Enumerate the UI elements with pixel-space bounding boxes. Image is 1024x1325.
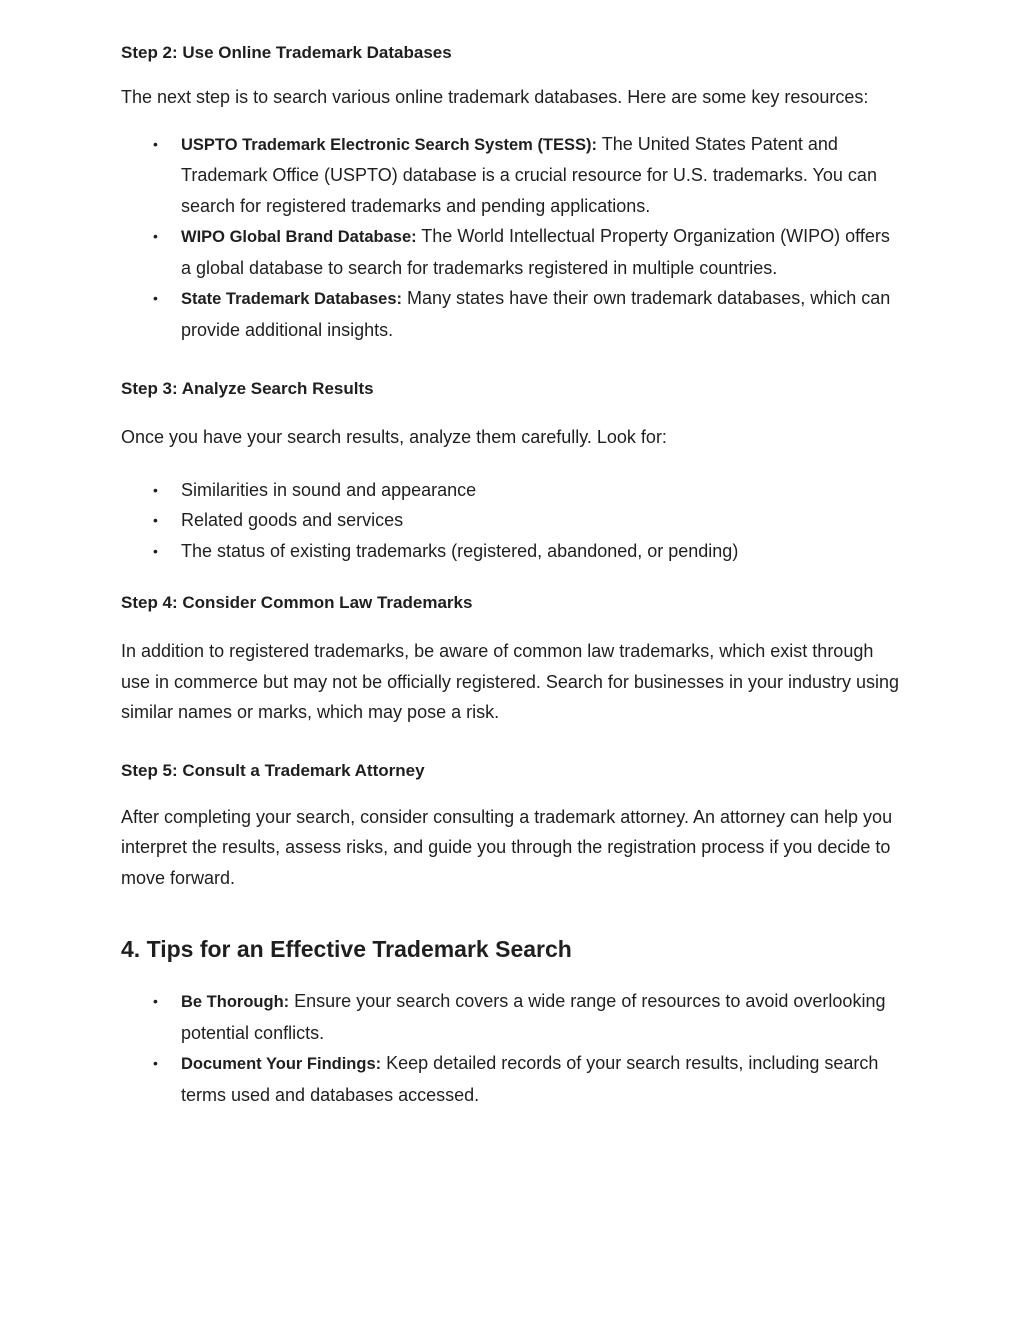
step2-resource-list	[121, 129, 901, 346]
step2-intro: The next step is to search various online trademark databases. Here are some key resources:	[121, 87, 869, 107]
step3-heading: Step 3: Analyze Search Results	[121, 379, 374, 398]
bullet-icon: •	[153, 1055, 158, 1071]
document-page	[121, 40, 901, 1110]
list-item	[121, 536, 901, 567]
bullet-icon: •	[153, 512, 158, 528]
step4-heading: Step 4: Consider Common Law Trademarks	[121, 593, 473, 612]
item-text: The United States Patent and Trademark Office (USPTO) database is a crucial resource for U.S. trademarks. You can search for registered trademarks and pending applications.	[181, 133, 877, 216]
step5-heading: Step 5: Consult a Trademark Attorney	[121, 760, 425, 780]
list-item	[121, 475, 901, 506]
item-lead: State Trademark Databases:	[181, 290, 403, 308]
section4-tips-list	[121, 986, 901, 1110]
list-item	[121, 129, 901, 222]
item-text: Ensure your search covers a wide range of resources to avoid overlooking potential conflicts.	[181, 991, 886, 1043]
step5-text: After completing your search, consider consulting a trademark attorney. An attorney can help you interpret the results, assess risks, and guide you through the registration process if you decide to move forward.	[121, 806, 893, 888]
item-lead: WIPO Global Brand Database:	[181, 228, 417, 246]
bullet-icon: •	[153, 993, 158, 1009]
bullet-icon: •	[153, 228, 158, 244]
item-lead: USPTO Trademark Electronic Search System (TESS):	[181, 135, 598, 154]
list-item	[121, 505, 901, 536]
list-item	[121, 283, 901, 345]
step4-text: In addition to registered trademarks, be aware of common law trademarks, which exist through use in commerce but may not be officially registered. Search for businesses in your industry using similar names or marks, which may pose a risk.	[121, 641, 900, 722]
item-text: Keep detailed records of your search results, including search terms used and databases accessed.	[181, 1053, 879, 1105]
section4-heading: 4. Tips for an Effective Trademark Search	[121, 936, 572, 962]
item-text: Similarities in sound and appearance	[181, 479, 477, 500]
item-text: Related goods and services	[181, 510, 404, 530]
step3-criteria-list	[121, 475, 901, 567]
step2-heading: Step 2: Use Online Trademark Databases	[121, 43, 452, 62]
item-text: The status of existing trademarks (registered, abandoned, or pending)	[181, 540, 739, 561]
step3-intro: Once you have your search results, analyze them carefully. Look for:	[121, 427, 667, 447]
bullet-icon: •	[153, 481, 158, 498]
item-text: The World Intellectual Property Organization (WIPO) offers a global database to search for trademarks registered in multiple countries.	[181, 226, 890, 278]
list-item	[121, 1048, 901, 1110]
item-text: Many states have their own trademark databases, which can provide additional insights.	[181, 288, 891, 340]
bullet-icon: •	[153, 542, 158, 559]
bullet-icon: •	[153, 135, 158, 152]
bullet-icon: •	[153, 290, 158, 306]
item-lead: Document Your Findings:	[181, 1055, 382, 1073]
list-item	[121, 986, 901, 1048]
item-lead: Be Thorough:	[181, 993, 290, 1011]
list-item	[121, 221, 901, 283]
